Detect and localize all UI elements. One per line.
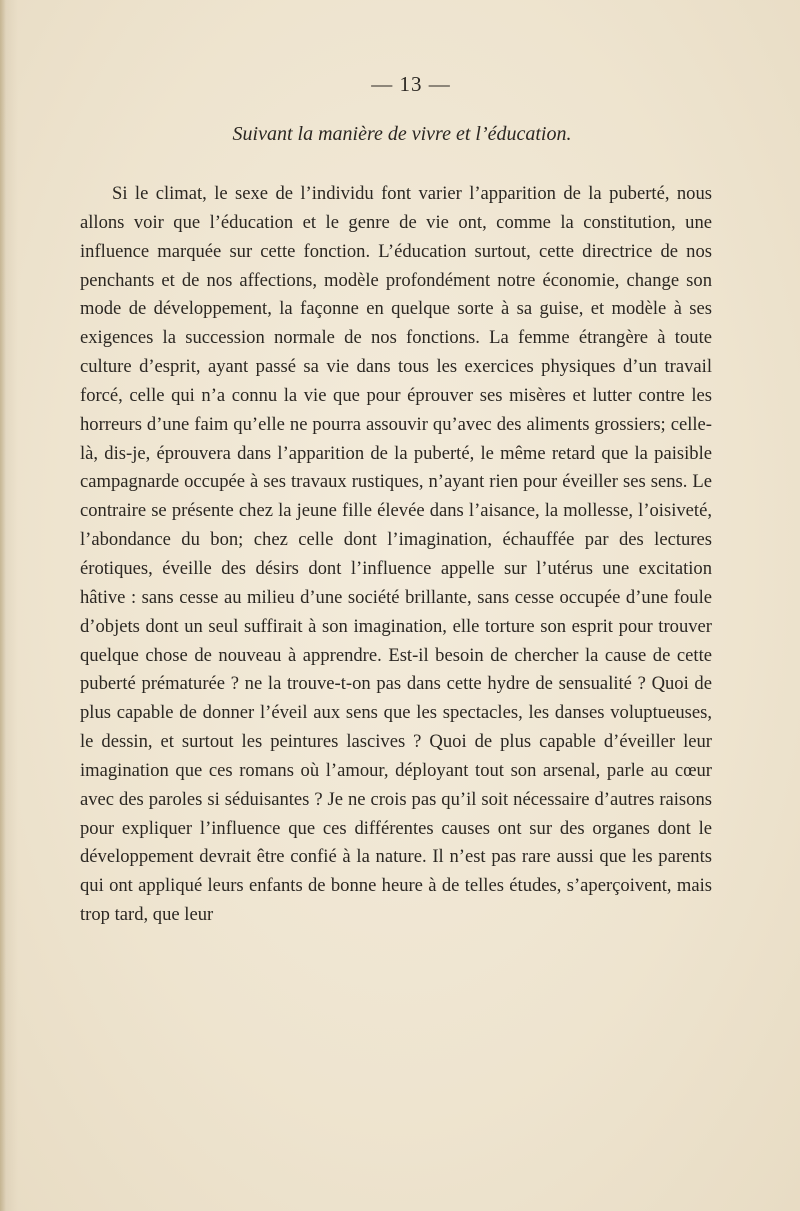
page-content: [80, 72, 712, 930]
body-paragraph: Si le climat, le sexe de l’individu font varier l’apparition de la puberté, nous allons voir que l’éducation et le genre de vie ont, comme la constitution, une influence marquée sur cette fonction. L’éducation surtout, cette directrice de nos penchants et de nos affections, modèle profondément notre économie, change son mode de développement, la façonne en quelque sorte à sa guise, et modèle à ses exigences la succession normale de nos fonctions. La femme étrangère à toute culture d’esprit, ayant passé sa vie dans tous les exercices physiques d’un travail forcé, celle qui n’a connu la vie que pour éprouver ses misères et lutter contre les horreurs d’une faim qu’elle ne pourra assouvir qu’avec des aliments grossiers; celle-là, dis-je, éprouvera dans l’apparition de la puberté, le même retard que la paisible campagnarde occupée à ses travaux rustiques, n’ayant rien pour éveiller ses sens. Le contraire se présente chez la jeune fille élevée dans l’aisance, la mollesse, l’oisiveté, l’abondance du bon; chez celle dont l’imagination, échauffée par des lectures érotiques, éveille des désirs dont l’influence appelle sur l’utérus une excitation hâtive : sans cesse au milieu d’une société brillante, sans cesse occupée d’une foule d’objets dont un seul suffirait à son imagination, elle torture son esprit pour trouver quelque chose de nouveau à apprendre. Est-il besoin de chercher la cause de cette puberté prématurée ? ne la trouve-t-on pas dans cette hydre de sensualité ? Quoi de plus capable de donner l’éveil aux sens que les spectacles, les danses voluptueuses, le dessin, et surtout les peintures lascives ? Quoi de plus capable d’éveiller leur imagination que ces romans où l’amour, déployant tout son arsenal, parle au cœur avec des paroles si séduisantes ? Je ne crois pas qu’il soit nécessaire d’autres raisons pour expliquer l’influence que ces différentes causes ont sur des organes dont le développement devrait être confié à la nature. Il n’est pas rare aussi que les parents qui ont appliqué leurs enfants de bonne heure à de telles études, s’aperçoivent, mais trop tard, que leur: [80, 183, 712, 926]
section-title: Suivant la manière de vivre et l’éducation.: [232, 123, 572, 145]
page-number: — 13 —: [371, 72, 451, 96]
page-spine-shadow: [0, 0, 6, 1211]
